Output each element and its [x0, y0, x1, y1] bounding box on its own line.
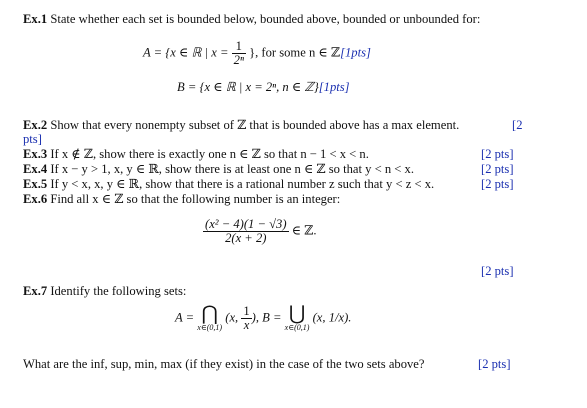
set-a-lhs: A = {x ∈ ℝ | x = — [143, 45, 229, 60]
ex6-expression — [203, 218, 317, 245]
ex7-a-numerator: 1 — [243, 304, 250, 318]
ex7-a-tuple-open: (x, — [225, 310, 239, 325]
set-a-numerator: 1 — [232, 40, 246, 54]
ex5-line — [23, 177, 434, 191]
ex6-denominator: 2(x + 2) — [225, 231, 267, 245]
ex1-line — [23, 12, 480, 26]
ex7-points: [2 pts] — [478, 357, 511, 371]
set-b-definition — [177, 79, 350, 95]
ex2-label: Ex.2 — [23, 118, 48, 132]
set-a-rhs: }, for some n ∈ ℤ — [249, 45, 341, 60]
ex6-text: Find all x ∈ ℤ so that the following number is an integer: — [50, 192, 341, 206]
ex5-text: If y < x, x, y ∈ ℝ, show that there is a rational number z such that y < z < x. — [50, 177, 435, 191]
ex6-numerator: (x² − 4)(1 − √3) — [205, 217, 287, 231]
ex6-tail: ∈ ℤ. — [291, 223, 317, 238]
ex2-text: Show that every nonempty subset of ℤ that is bounded above has a max element. — [50, 118, 460, 132]
ex6-fraction — [203, 218, 289, 245]
set-a-denominator: 2ⁿ — [233, 53, 244, 67]
intersection-index: x∈(0,1) — [197, 323, 223, 332]
set-b-points: [1pts] — [318, 80, 350, 94]
ex5-label: Ex.5 — [23, 177, 48, 191]
ex7-a-denominator: x — [243, 318, 250, 332]
ex2-line — [23, 118, 459, 132]
ex4-text: If x − y > 1, x, y ∈ ℝ, show there is at least one n ∈ ℤ so that y < n < x. — [50, 162, 414, 176]
intersection-symbol: ⋂ — [201, 303, 218, 325]
ex1-text: State whether each set is bounded below, bounded above, bounded or unbounded for: — [50, 12, 481, 26]
set-b-text: B = {x ∈ ℝ | x = 2ⁿ, n ∈ ℤ} — [177, 80, 319, 94]
set-a-fraction — [232, 40, 246, 67]
set-a-definition — [143, 40, 371, 67]
ex5-points: [2 pts] — [481, 177, 514, 191]
intersection-operator — [197, 305, 222, 332]
set-a-points: [1pts] — [340, 45, 371, 60]
ex7-b-tuple: (x, 1/x). — [312, 310, 352, 325]
ex2-points-b: pts] — [23, 132, 42, 146]
ex6-points: [2 pts] — [481, 264, 514, 278]
ex2-points-a: [2 — [512, 118, 523, 132]
ex7-label: Ex.7 — [23, 284, 48, 298]
ex3-label: Ex.3 — [23, 147, 48, 161]
ex6-line — [23, 192, 340, 206]
ex6-label: Ex.6 — [23, 192, 48, 206]
union-symbol: ⋃ — [288, 303, 306, 325]
ex3-text: If x ∉ ℤ, show there is exactly one n ∈ ℤ so that n − 1 < x < n. — [50, 147, 369, 161]
ex7-text: Identify the following sets: — [50, 284, 187, 298]
ex3-line — [23, 147, 369, 161]
ex7-question: What are the inf, sup, min, max (if they exist) in the case of the two sets above? — [23, 357, 425, 371]
ex7-a-tuple-close: ), — [251, 310, 259, 325]
ex3-points: [2 pts] — [481, 147, 514, 161]
ex1-label: Ex.1 — [23, 12, 48, 26]
union-index: x∈(0,1) — [284, 323, 310, 332]
ex4-line — [23, 162, 414, 176]
ex7-b-lhs: B = — [262, 310, 282, 325]
ex4-label: Ex.4 — [23, 162, 48, 176]
union-operator — [285, 305, 310, 332]
ex7-line — [23, 284, 186, 298]
ex4-points: [2 pts] — [481, 162, 514, 176]
ex7-sets — [175, 305, 351, 332]
ex7-a-fraction — [241, 305, 251, 332]
ex7-a-lhs: A = — [175, 310, 195, 325]
